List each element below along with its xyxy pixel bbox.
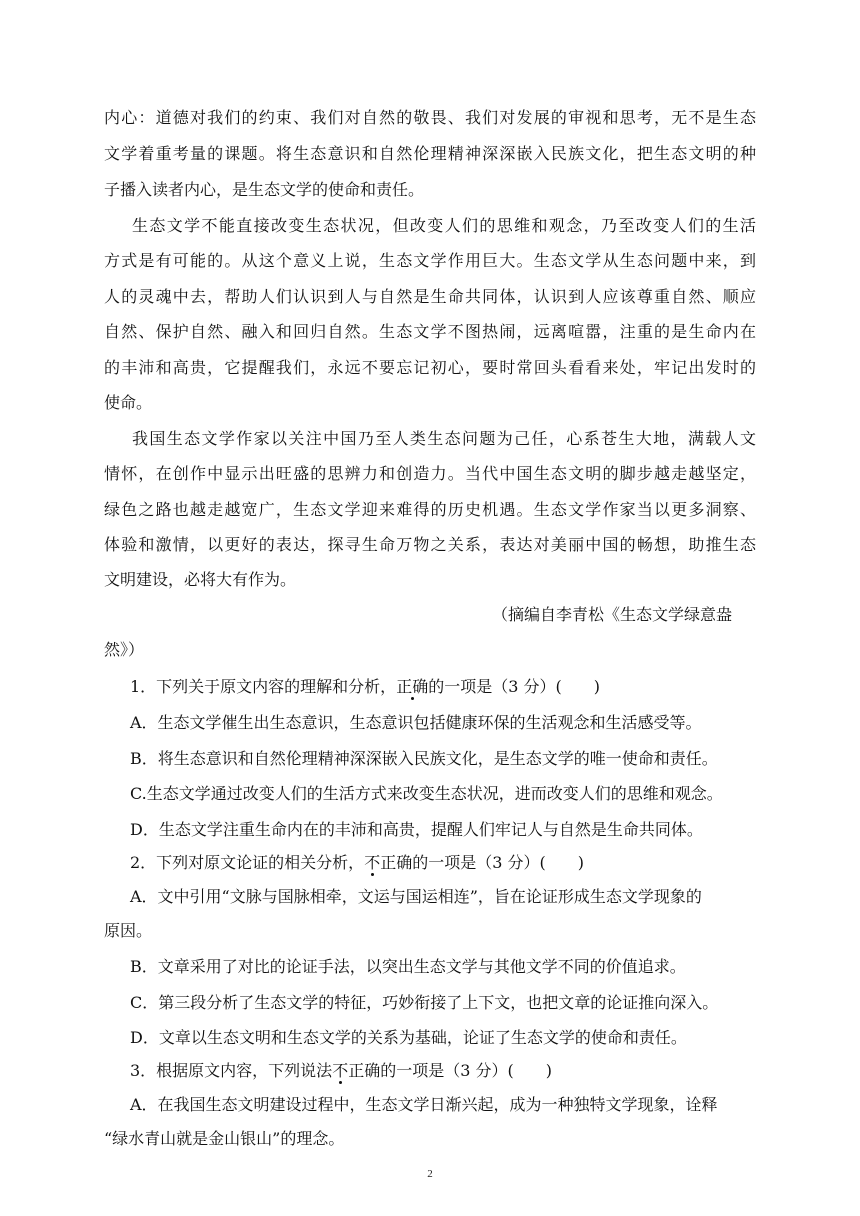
emphasis-mark: 不 — [364, 853, 381, 872]
passage-line: 方式是有可能的。从这个意义上说，生态文学作用巨大。生态文学从生态问题中来，到 — [104, 251, 756, 270]
question-1-option-a: A．生态文学催生出生态意识，生态意识包括健康环保的生活观念和生活感受等。 — [130, 713, 702, 732]
passage-line: 文学着重考量的课题。将生态意识和自然伦理精神深深嵌入民族文化，把生态文明的种 — [104, 144, 756, 163]
passage-line: 体验和激情，以更好的表达，探寻生命万物之关系，表达对美丽中国的畅想，助推生态 — [104, 535, 756, 554]
question-3-option-a: A．在我国生态文明建设过程中，生态文学日渐兴起，成为一种独特文学现象，诠释 — [130, 1095, 718, 1114]
passage-line: 情怀，在创作中显示出旺盛的思辨力和创造力。当代中国生态文明的脚步越走越坚定， — [104, 464, 756, 483]
question-3-stem: 3．根据原文内容，下列说法不正确的一项是（3 分）( ) — [130, 1061, 552, 1080]
passage-line: 的丰沛和高贵，它提醒我们，永远不要忘记初心，要时常回头看看来处，牢记出发时的 — [104, 358, 756, 377]
emphasis-mark: 正确 — [396, 677, 429, 696]
passage-line: 文明建设，必将大有作为。 — [104, 570, 297, 589]
passage-line: 子播入读者内心，是生态文学的使命和责任。 — [104, 180, 425, 199]
passage-line: 内心：道德对我们的约束、我们对自然的敬畏、我们对发展的审视和思考，无不是生态 — [104, 108, 756, 127]
source-citation-cont: 然》） — [104, 640, 145, 659]
source-citation: （摘编自李青松《生态文学绿意盎 — [492, 605, 733, 624]
question-2-stem: 2．下列对原文论证的相关分析，不正确的一项是（3 分）( ) — [130, 853, 584, 872]
emphasis-mark: 不 — [332, 1061, 349, 1080]
question-2-option-a: A．文中引用“文脉与国脉相牵，文运与国运相连”，旨在论证形成生态文学现象的 — [130, 887, 702, 906]
question-2-option-c: C．第三段分析了生态文学的特征，巧妙衔接了上下文，也把文章的论证推向深入。 — [130, 993, 719, 1012]
passage-line: 自然、保护自然、融入和回归自然。生态文学不图热闹，远离喧嚣，注重的是生命内在 — [104, 322, 756, 341]
question-1-option-c: C.生态文学通过改变人们的生活方式来改变生态状况，进而改变人们的思维和观念。 — [130, 784, 723, 803]
page-number: 2 — [427, 1168, 433, 1180]
passage-line: 我国生态文学作家以关注中国乃至人类生态问题为己任，心系苍生大地，满载人文 — [132, 429, 756, 448]
question-1-option-d: D．生态文学注重生命内在的丰沛和高贵，提醒人们牢记人与自然是生命共同体。 — [130, 820, 703, 839]
question-2-option-d: D．文章以生态文明和生态文学的关系为基础，论证了生态文学的使命和责任。 — [130, 1028, 687, 1047]
question-3-option-a-cont: “绿水青山就是金山银山”的理念。 — [104, 1129, 345, 1148]
question-2-option-b: B．文章采用了对比的论证手法，以突出生态文学与其他文学不同的价值追求。 — [130, 957, 686, 976]
question-1-option-b: B．将生态意识和自然伦理精神深深嵌入民族文化，是生态文学的唯一使命和责任。 — [130, 749, 718, 768]
passage-line: 人的灵魂中去，帮助人们认识到人与自然是生命共同体，认识到人应该尊重自然、顺应 — [104, 287, 756, 306]
passage-line: 使命。 — [104, 393, 153, 412]
question-2-option-a-cont: 原因。 — [104, 921, 153, 940]
passage-line: 生态文学不能直接改变生态状况，但改变人们的思维和观念，乃至改变人们的生活 — [132, 216, 756, 235]
passage-line: 绿色之路也越走越宽广，生态文学迎来难得的历史机遇。生态文学作家当以更多洞察、 — [104, 500, 756, 519]
question-1-stem: 1．下列关于原文内容的理解和分析，正确的一项是（3 分）( ) — [130, 677, 600, 696]
